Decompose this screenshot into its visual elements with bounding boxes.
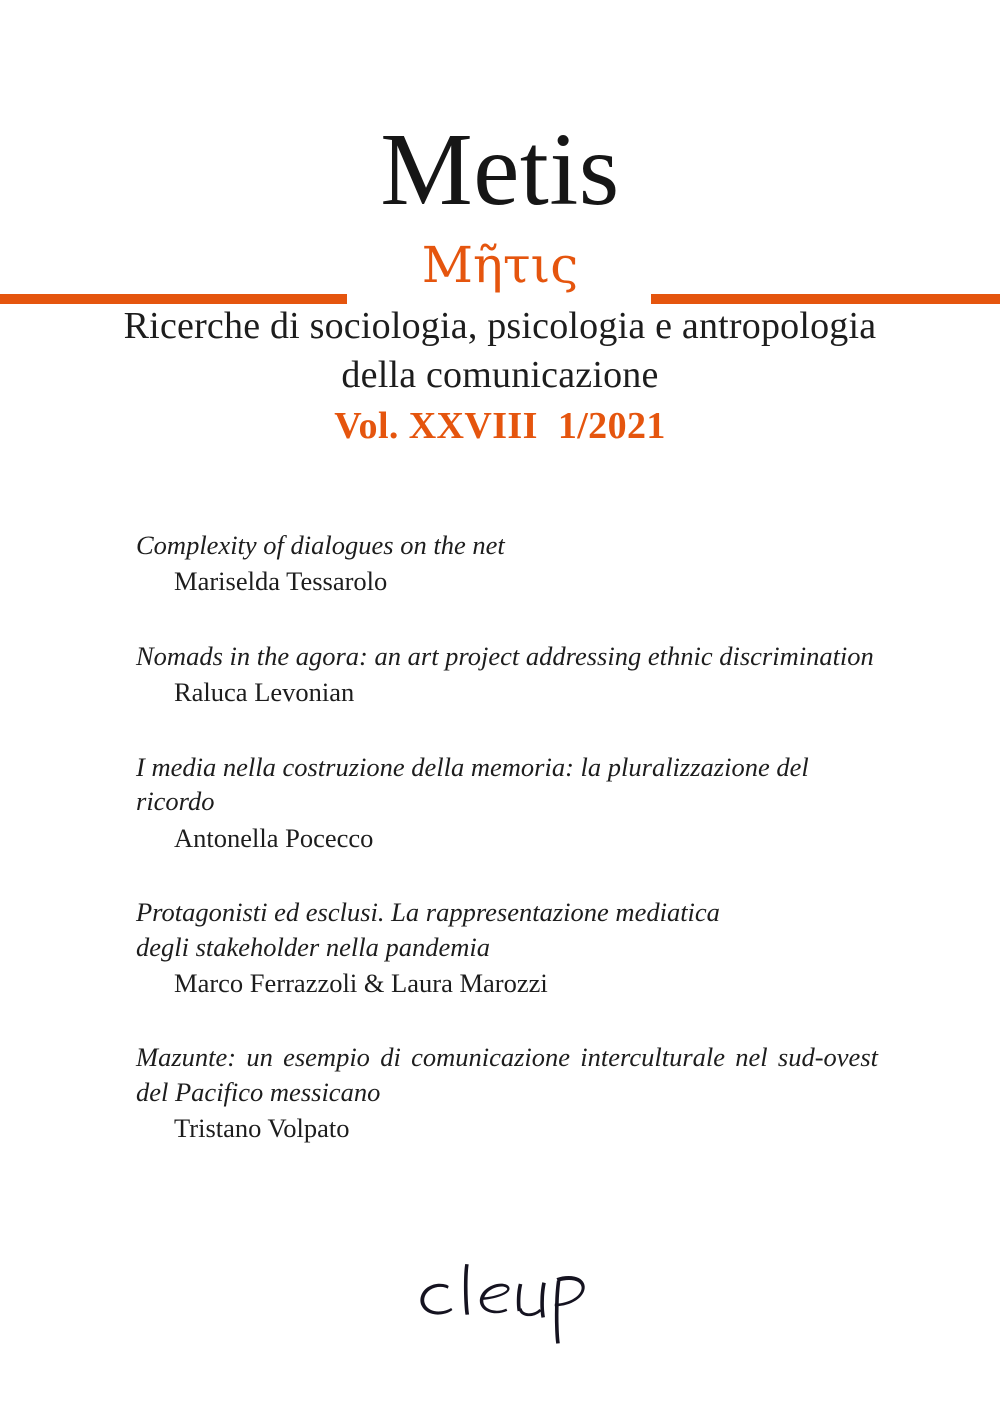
toc-entry bbox=[136, 528, 878, 599]
toc-entry-title bbox=[136, 750, 878, 819]
toc-title-line: Nomads in the agora: an art project addressing ethnic discrimination bbox=[136, 640, 874, 671]
toc-entry-authors: Antonella Pocecco bbox=[174, 822, 374, 853]
toc-entry-authors: Raluca Levonian bbox=[174, 677, 355, 708]
toc-entry bbox=[136, 750, 878, 855]
toc-entry-authors: Marco Ferrazzoli & Laura Marozzi bbox=[174, 967, 548, 998]
toc-entry-title bbox=[136, 1040, 878, 1109]
toc-entry bbox=[136, 895, 878, 1000]
volume-issue-line bbox=[0, 404, 1000, 448]
journal-subtitle-line-1: Ricerche di sociologia, psicologia e antropologia bbox=[123, 305, 877, 347]
toc-entry-title bbox=[136, 639, 878, 673]
toc-entry bbox=[136, 639, 878, 710]
toc-title-line: Mazunte: un esempio di comunicazione interculturale nel sud-ovest bbox=[136, 1042, 878, 1073]
toc-entry-authors: Mariselda Tessarolo bbox=[174, 566, 388, 597]
toc-title-line: degli stakeholder nella pandemia bbox=[136, 931, 490, 962]
toc-title-line: I media nella costruzione della memoria: la pluralizzazione del ricordo bbox=[136, 751, 809, 817]
journal-subtitle bbox=[0, 302, 1000, 399]
journal-title-greek: Μῆτις bbox=[421, 236, 579, 294]
toc-entry-title bbox=[136, 528, 878, 562]
issue-label: 1/2021 bbox=[557, 405, 666, 447]
toc-entry-authors: Tristano Volpato bbox=[174, 1113, 350, 1144]
cleup-logo-icon bbox=[405, 1258, 595, 1358]
publisher-logo bbox=[0, 1258, 1000, 1358]
toc-entry bbox=[136, 1040, 878, 1145]
volume-label: Vol. XXVIII bbox=[334, 405, 538, 447]
journal-title: Metis bbox=[380, 112, 620, 227]
journal-subtitle-line-2: della comunicazione bbox=[341, 353, 659, 396]
table-of-contents bbox=[136, 528, 878, 1146]
toc-title-line: Protagonisti ed esclusi. La rappresentazione mediatica bbox=[136, 897, 720, 928]
toc-entry-title bbox=[136, 895, 878, 964]
toc-title-line: del Pacifico messicano bbox=[136, 1076, 381, 1107]
masthead bbox=[0, 112, 1000, 228]
toc-title-line: Complexity of dialogues on the net bbox=[136, 530, 505, 560]
